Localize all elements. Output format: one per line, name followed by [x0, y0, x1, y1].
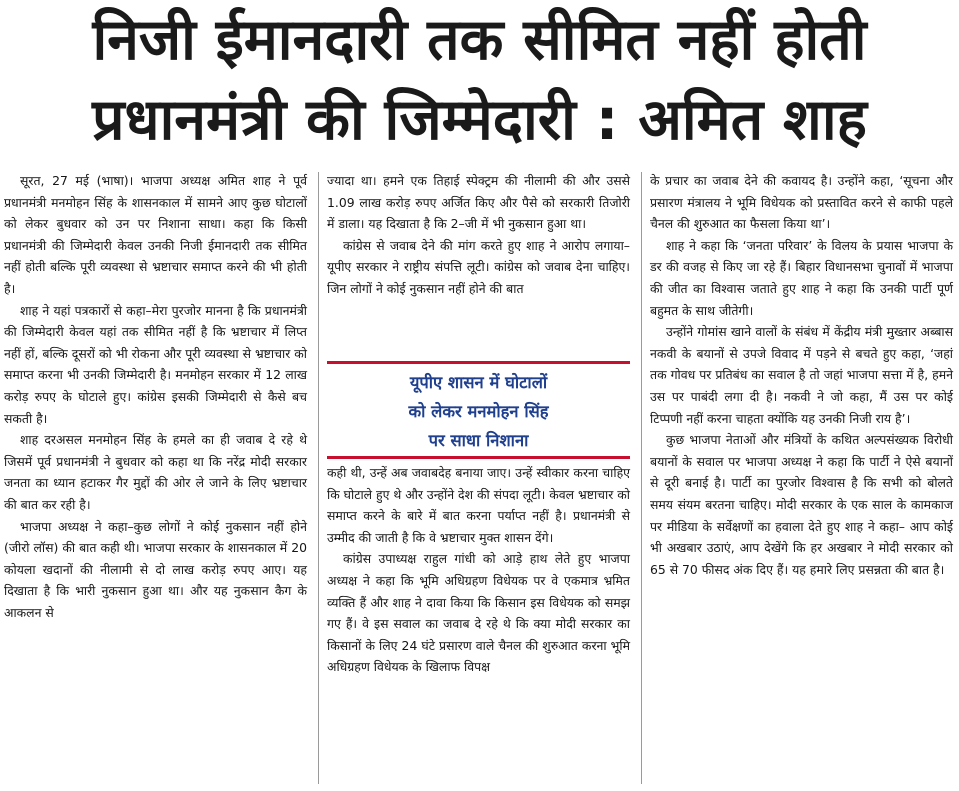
pull-quote-line-2: को लेकर मनमोहन सिंह: [408, 402, 549, 421]
paragraph: के प्रचार का जवाब देने की कवायद है। उन्होंने कहा, ‘सूचना और प्रसारण मंत्रालय ने भूमि विधेयक को प्रस्तावित करने से काफी पहले चैनल की शुरुआत का फैसला किया था’।: [650, 173, 953, 232]
pull-quote-line-1: यूपीए शासन में घोटालों: [409, 373, 548, 392]
headline-line-1: निजी ईमानदारी तक सीमित नहीं होती: [92, 7, 867, 73]
paragraph: शाह दरअसल मनमोहन सिंह के हमले का ही जवाब दे रहे थे जिसमें पूर्व प्रधानमंत्री ने बुधवार को कहा था कि नरेंद्र मोदी सरकार जनता का ध्यान हटाकर गैर मुद्दों की ओर ले जाने के लिए भ्रष्टाचार की बात कर रही है।: [4, 432, 307, 512]
paragraph: कही थी, उन्हें अब जवाबदेह बनाया जाए। उन्हें स्वीकार करना चाहिए कि घोटाले हुए थे और उन्होंने देश की संपदा लूटी। केवल भ्रष्टाचार को समाप्त करने के बारे में बात करना पर्याप्त नहीं है। प्रधानमंत्री से उम्मीद की जाती है कि वे भ्रष्टाचार मुक्त शासन देंगे।: [327, 465, 630, 545]
column-divider-1: [318, 172, 319, 784]
paragraph: शाह ने कहा कि ‘जनता परिवार’ के विलय के प्रयास भाजपा के डर की वजह से किए जा रहे हैं। बिहार विधानसभा चुनावों में भाजपा की जीत का विश्वास जताते हुए शाह ने कहा कि उनकी पार्टी पूर्ण बहुमत के साथ जीतेगी।: [650, 237, 953, 318]
paragraph: ज्यादा था। हमने एक तिहाई स्पेक्ट्रम की नीलामी की और उससे 1.09 लाख करोड़ रुपए अर्जित किए और पैसे को सरकारी तिजोरी में डाला। यह दिखाता है कि 2–जी में भी नुकसान हुआ था।: [327, 173, 630, 232]
article-column-2-top: [327, 170, 630, 300]
paragraph: शाह ने यहां पत्रकारों से कहा–मेरा पुरजोर मानना है कि प्रधानमंत्री की जिम्मेदारी केवल यहां तक सीमित नहीं है कि भ्रष्टाचार में लिप्त नहीं हों, बल्कि दूसरों को भी रोकना और पूरी व्यवस्था से भ्रष्टाचार को समाप्त करना भी उनकी जिम्मेदारी है। मनमोहन सरकार में 12 लाख करोड़ रुपए के घोटाले हुए। कांग्रेस इसकी जिम्मेदारी से कैसे बच सकती है।: [4, 302, 307, 426]
paragraph: सूरत, 27 मई (भाषा)। भाजपा अध्यक्ष अमित शाह ने पूर्व प्रधानमंत्री मनमोहन सिंह के शासनकाल में सामने आए कुछ घोटालों को लेकर बुधवार को उन पर निशाना साधा। कहा कि किसी प्रधानमंत्री की जिम्मेदारी केवल उनकी निजी ईमानदारी तक सीमित नहीं होती बल्कि पूरी व्यवस्था से भ्रष्टाचार समाप्त करने की भी होती है।: [4, 173, 307, 296]
pull-quote-line-3: पर साधा निशाना: [428, 431, 529, 450]
paragraph: भाजपा अध्यक्ष ने कहा–कुछ लोगों ने कोई नुकसान नहीं होने (जीरो लॉस) की बात कही थी। भाजपा सरकार के शासनकाल में 20 कोयला खदानों की नीलामी से दो लाख करोड़ रुपए आए। यह दिखाता है कि भारी नुकसान हुआ था। और यह नुकसान कैग के आकलन से: [4, 518, 307, 620]
paragraph: कुछ भाजपा नेताओं और मंत्रियों के कथित अल्पसंख्यक विरोधी बयानों के सवाल पर भाजपा अध्यक्ष ने कहा कि पार्टी ने ऐसे बयानों से दूरी बनाई है। पार्टी का पुरजोर विश्वास है कि सभी को बोलते समय संयम बरतना चाहिए। मोदी सरकार के एक साल के कामकाज पर मीडिया के सर्वेक्षणों का हवाला देते हुए शाह ने कहा– आप कोई भी अखबार उठाएं, आप देखेंगे कि हर अखबार ने मोदी सरकार को 65 से 70 फीसद अंक दिए हैं। यह हमारे लिए प्रसन्नता की बात है।: [650, 432, 953, 577]
paragraph: कांग्रेस से जवाब देने की मांग करते हुए शाह ने आरोप लगाया–यूपीए सरकार ने राष्ट्रीय संपत्ति लूटी। कांग्रेस को जवाब देना चाहिए। जिन लोगों ने कोई नुकसान नहीं होने की बात: [327, 237, 630, 296]
paragraph: उन्होंने गोमांस खाने वालों के संबंध में केंद्रीय मंत्री मुख्तार अब्बास नकवी के बयानों से उपजे विवाद में पड़ने से बचते हुए कहा, ‘जहां तक गोवध पर प्रतिबंध का सवाल है तो जहां भाजपा सत्ता में है, हमने उस पर पाबंदी लगा दी है। नकवी ने जो कहा, मैं उस पर कोई टिप्पणी नहीं करना चाहता क्योंकि यह उनकी निजी राय है’।: [650, 324, 953, 426]
article-column-1: [4, 170, 307, 623]
headline-line-2: प्रधानमंत्री की जिम्मेदारी : अमित शाह: [92, 87, 867, 153]
pull-quote: [327, 361, 630, 459]
article-column-3: [650, 170, 953, 580]
column-divider-2: [641, 172, 642, 784]
paragraph: कांग्रेस उपाध्यक्ष राहुल गांधी को आड़े हाथ लेते हुए भाजपा अध्यक्ष ने कहा कि भूमि अधिग्रहण विधेयक पर वे एकमात्र भ्रमित व्यक्ति हैं और शाह ने दावा किया कि किसान इस विधेयक को समझ गए हैं। वे इस सवाल का जवाब दे रहे थे कि क्या मोदी सरकार का किसानों के लिए 24 घंटे प्रसारण वाले चैनल की शुरुआत करना भूमि अधिग्रहण विधेयक के खिलाफ विपक्ष: [327, 551, 630, 675]
article-column-2-bottom: [327, 462, 630, 678]
